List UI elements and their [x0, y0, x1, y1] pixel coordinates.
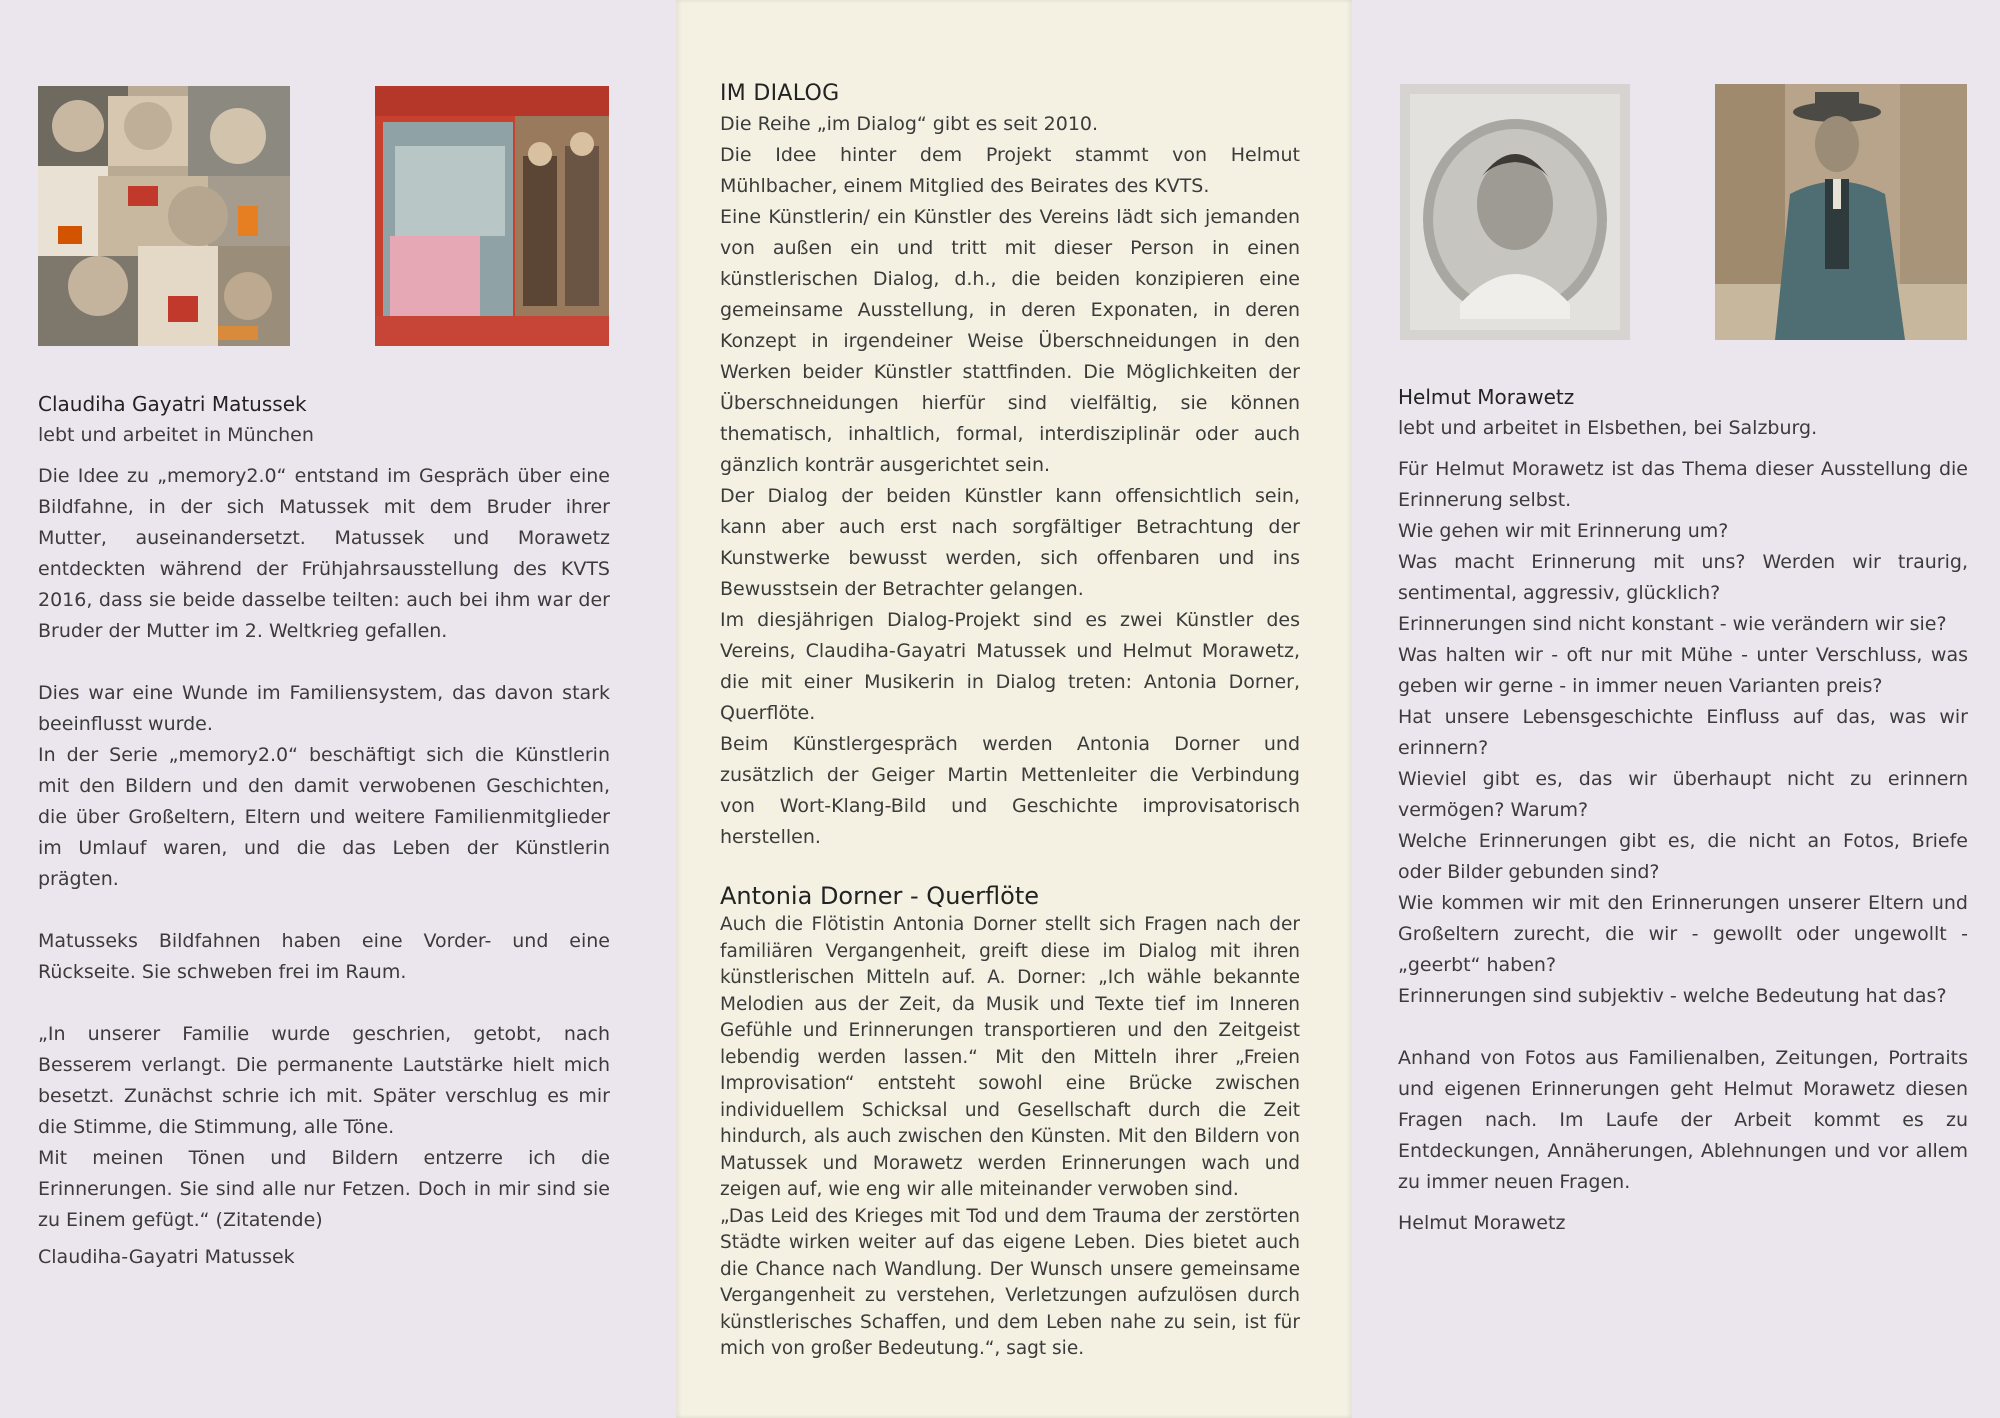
middle-paragraph: Eine Künstlerin/ ein Künstler des Vereins lädt sich jemanden von außen ein und tritt mit dieser Person in einen künstlerischen Dialog, d.h., die beiden konzipieren eine gemeinsame Ausstellung, in deren Exponaten, in deren Konzept in irgendeiner Weise Überschneidungen in den Werken beider Künstler stattfinden. Die Möglichkeiten der Überschneidungen hierfür sind vielfältig, sie können thematisch, inhaltlich, formal, interdisziplinär oder auch gänzlich konträr ausgerichtet sein.	[720, 206, 1300, 476]
right-paragraph: Für Helmut Morawetz ist das Thema dieser Ausstellung die Erinnerung selbst.	[1398, 458, 1968, 511]
middle-sub-paragraph: „Das Leid des Krieges mit Tod und dem Trauma der zerstörten Städte wirken weiter auf das eigene Leben. Dies bietet auch die Chance nach Wandlung. Der Wunsch unsere gemeinsame Vergangenheit zu verstehen, Verletzungen aufzulösen durch künstlerisches Schaffen, und dem Leben nahe zu sein, ist für mich von großer Bedeutung.“, sagt sie.	[720, 1205, 1300, 1359]
left-text-column	[38, 389, 610, 1273]
right-question: Erinnerungen sind nicht konstant - wie verändern wir sie?	[1398, 613, 1947, 635]
right-panel	[1352, 0, 2000, 1418]
left-paragraph: Dies war eine Wunde im Familiensystem, das davon stark beeinflusst wurde.	[38, 682, 610, 735]
left-paragraph: Matusseks Bildfahnen haben eine Vorder- und eine Rückseite. Sie schweben frei im Raum.	[38, 930, 610, 983]
middle-paragraph: Die Idee hinter dem Projekt stammt von Helmut Mühlbacher, einem Mitglied des Beirates des KVTS.	[720, 144, 1300, 197]
middle-panel	[676, 0, 1352, 1418]
right-question: Was halten wir - oft nur mit Mühe - unter Verschluss, was geben wir gerne - in immer neuen Varianten preis?	[1398, 644, 1968, 697]
right-text-column	[1398, 382, 1968, 1239]
right-question: Hat unsere Lebensgeschichte Einfluss auf das, was wir erinnern?	[1398, 706, 1968, 759]
artist-name: Helmut Morawetz	[1398, 385, 1575, 409]
middle-paragraph: Beim Künstlergespräch werden Antonia Dorner und zusätzlich der Geiger Martin Mettenleiter die Verbindung von Wort-Klang-Bild und Geschichte improvisatorisch herstellen.	[720, 733, 1300, 848]
right-paragraph: Anhand von Fotos aus Familienalben, Zeitungen, Portraits und eigenen Erinnerungen geht Helmut Morawetz diesen Fragen nach. Im Laufe der Arbeit kommt es zu Entdeckungen, Annäherungen, Ablehnungen und vor allem zu immer neuen Fragen.	[1398, 1047, 1968, 1193]
artist-location: lebt und arbeitet in Elsbethen, bei Salzburg.	[1398, 417, 1818, 439]
left-quote: Mit meinen Tönen und Bildern entzerre ich die Erinnerungen. Sie sind alle nur Fetzen. Doch in mir sind sie zu Einem gefügt.“ (Zitatende)	[38, 1147, 610, 1231]
left-signature: Claudiha-Gayatri Matussek	[38, 1246, 295, 1268]
left-quote: „In unserer Familie wurde geschrien, getobt, nach Besserem verlangt. Die permanente Lautstärke hielt mich besetzt. Zunächst schrie ich mit. Später verschlug es mir die Stimme, die Stimmung, alle Töne.	[38, 1023, 610, 1138]
artist-name: Claudiha Gayatri Matussek	[38, 392, 307, 416]
middle-paragraph: Im diesjährigen Dialog-Projekt sind es zwei Künstler des Vereins, Claudiha-Gayatri Matussek und Helmut Morawetz, die mit einer Musikerin in Dialog treten: Antonia Dorner, Querflöte.	[720, 609, 1300, 724]
left-paragraph: Die Idee zu „memory2.0“ entstand im Gespräch über eine Bildfahne, in der sich Matussek mit dem Bruder ihrer Mutter, auseinandersetzt. Matussek und Morawetz entdeckten während der Frühjahrsausstellung des KVTS 2016, dass sie beide dasselbe teilten: auch bei ihm war der Bruder der Mutter im 2. Weltkrieg gefallen.	[38, 465, 610, 642]
artist-location: lebt und arbeitet in München	[38, 424, 314, 446]
portrait-relief-image	[1400, 84, 1630, 340]
right-question: Was macht Erinnerung mit uns? Werden wir traurig, sentimental, aggressiv, glücklich?	[1398, 551, 1968, 604]
right-question: Welche Erinnerungen gibt es, die nicht an Fotos, Briefe oder Bilder gebunden sind?	[1398, 830, 1968, 883]
middle-paragraph: Die Reihe „im Dialog“ gibt es seit 2010.	[720, 113, 1099, 135]
right-question: Erinnerungen sind subjektiv - welche Bedeutung hat das?	[1398, 985, 1947, 1007]
collage-artwork-image	[38, 86, 290, 346]
middle-sub-paragraph: Auch die Flötistin Antonia Dorner stellt sich Fragen nach der familiären Vergangenheit, greift diese im Dialog mit ihren künstlerischen Mitteln auf. A. Dorner: „Ich wähle bekannte Melodien aus der Zeit, da Musik und Texte tief im Inneren Gefühle und Erinnerungen transportieren und den Zeitgeist lebendig werden lassen.“ Mit den Mitteln ihrer „Freien Improvisation“ entsteht sowohl eine Brücke zwischen individuellem Schicksal und Gesellschaft durch die Zeit hindurch, als auch zwischen den Künsten. Mit den Bildern von Matussek und Morawetz werden Erinnerungen wach und zeigen auf, wie eng wir alle miteinander verwoben sind.	[720, 914, 1300, 1200]
middle-paragraph: Der Dialog der beiden Künstler kann offensichtlich sein, kann aber auch erst nach sorgfältiger Betrachtung der Kunstwerke bewusst werden, sich offenbaren und ins Bewusstsein der Betrachter gelangen.	[720, 485, 1300, 600]
right-signature: Helmut Morawetz	[1398, 1212, 1566, 1234]
painted-figure-image	[1715, 84, 1967, 340]
middle-text-column	[720, 78, 1300, 1363]
left-paragraph: In der Serie „memory2.0“ beschäftigt sich die Künstlerin mit den Bildern und den damit verwobenen Geschichten, die über Großeltern, Eltern und weitere Familienmitglieder im Umlauf waren, und die das Leben der Künstlerin prägten.	[38, 744, 610, 890]
subsection-heading: Antonia Dorner - Querflöte	[720, 882, 1040, 910]
right-question: Wie kommen wir mit den Erinnerungen unserer Eltern und Großeltern zurecht, die wir - gewollt oder ungewollt - „geerbt“ haben?	[1398, 892, 1968, 976]
section-heading: IM DIALOG	[720, 81, 840, 106]
left-panel	[0, 0, 676, 1418]
right-question: Wieviel gibt es, das wir überhaupt nicht zu erinnern vermögen? Warum?	[1398, 768, 1968, 821]
right-question: Wie gehen wir mit Erinnerung um?	[1398, 520, 1729, 542]
photo-collage-image	[375, 86, 609, 346]
